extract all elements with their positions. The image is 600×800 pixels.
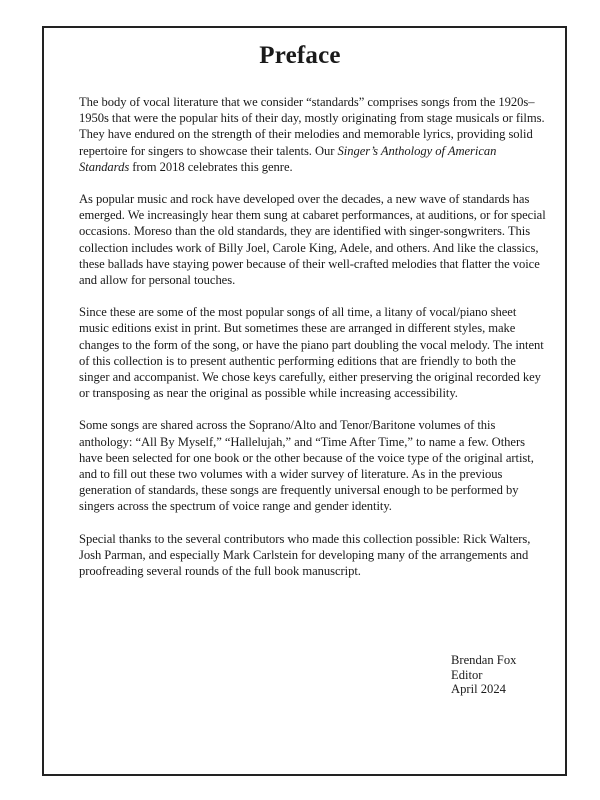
paragraph-2: As popular music and rock have developed over the decades, a new wave of standards has emerged. We increasingly hear them sung at cabaret performances, at auditions, or for special occasions. Moreso than the old standards, they are identified with singer-songwriters. This collection includes work of Billy Joel, Carole King, Adele, and others. And like the classics, these ballads have staying power because of their well-crafted melodies that flatter the voice and allow for personal touches. [79, 192, 546, 288]
paragraph-1 [79, 94, 549, 175]
paragraph-1-text-start: The body of vocal literature that we consider “standards” comprises songs from the 1920s–1950s that were the popular hits of their day, mostly originating from stage musicals or films. They have endured on the strength of their melodies and memorable lyrics, providing solid repertoire for singers to showcase their talents. Our [79, 95, 545, 158]
signature-block [451, 653, 516, 697]
book-title-emphasis: Singer’s Anthology of American Standards [79, 143, 497, 174]
signature-role: Editor [451, 667, 483, 682]
paragraph-5: Special thanks to the several contributors who made this collection possible: Rick Walters, Josh Parman, and especially Mark Carlstein for developing many of the arrangements and proofreading several rounds of the full book manuscript. [79, 531, 531, 579]
paragraph-1-text-end: from 2018 celebrates this genre. [129, 159, 293, 174]
preface-body [79, 94, 549, 595]
signature-date: April 2024 [451, 682, 506, 696]
paragraph-3: Since these are some of the most popular songs of all time, a litany of vocal/piano sheet music editions exist in print. But sometimes these are arranged in different styles, make changes to the form of the song, or have the piano part doubling the vocal melody. The intent of this collection is to present authentic performing editions that are friendly to both the singer and accompanist. We chose keys carefully, either preserving the original recorded key or transposing as near the original as possible while increasing accessibility. [79, 305, 544, 401]
paragraph-4: Some songs are shared across the Soprano/Alto and Tenor/Baritone volumes of this anthology: “All By Myself,” “Hallelujah,” and “Time After Time,” to name a few. Others have been selected for one book or the other because of the voice type of the original artist, and to fill out these two volumes with a wider survey of literature. As in the previous generation of standards, these songs are frequently universal enough to be performed by singers across the spectrum of voice range and gender identity. [79, 418, 534, 514]
page-title: Preface [259, 42, 341, 69]
signature-name: Brendan Fox [451, 653, 517, 667]
